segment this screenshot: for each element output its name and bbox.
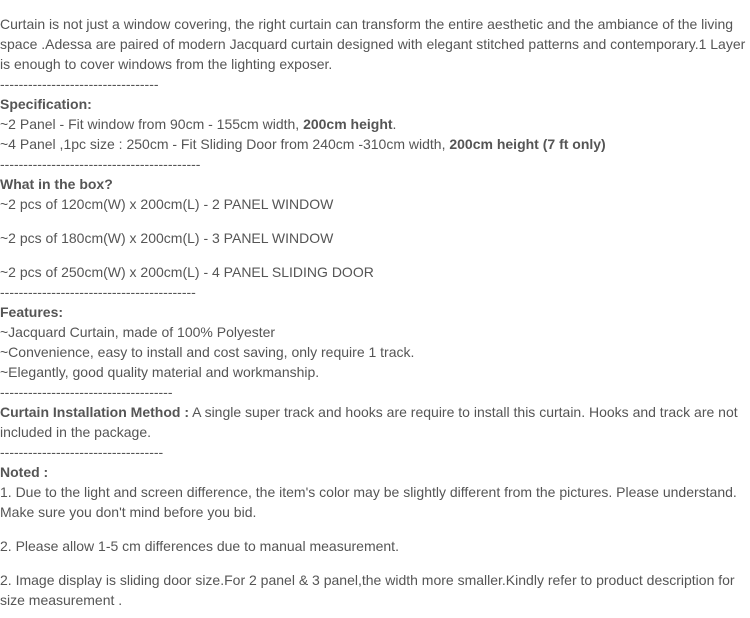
- noted-item: 2. Please allow 1-5 cm differences due to manual measurement.: [0, 538, 399, 554]
- box-heading: What in the box?: [0, 176, 113, 192]
- noted-item: 2. Image display is sliding door size.For 2 panel & 3 panel,the width more smaller.Kindly refer to product description for size measurement .: [0, 572, 735, 608]
- spec-emphasis: 200cm height (7 ft only): [449, 136, 606, 152]
- spec-text: ~2 Panel - Fit window from 90cm - 155cm width,: [0, 116, 304, 132]
- spec-line-2-panel: [0, 114, 750, 134]
- spacer: [0, 248, 750, 262]
- intro-paragraph: Curtain is not just a window covering, the right curtain can transform the entire aesthetic and the ambiance of the living space .Adessa are paired of modern Jacquard curtain designed with elegant stitched patterns and contemporary.1 Layer is enough to cover windows from the lighting exposer.: [0, 16, 746, 72]
- feature-item: ~Convenience, easy to install and cost saving, only require 1 track.: [0, 344, 415, 360]
- installation-paragraph: [0, 402, 750, 442]
- installation-heading: Curtain Installation Method :: [0, 404, 189, 420]
- spec-text: .: [392, 116, 397, 132]
- divider: ------------------------------------------: [0, 284, 196, 300]
- spacer: [0, 522, 750, 536]
- feature-item: ~Elegantly, good quality material and workmanship.: [0, 364, 320, 380]
- specification-heading: Specification:: [0, 96, 92, 112]
- box-item: ~2 pcs of 120cm(W) x 200cm(L) - 2 PANEL WINDOW: [0, 196, 334, 212]
- noted-heading: Noted :: [0, 464, 49, 480]
- divider: -------------------------------------------: [0, 156, 201, 172]
- divider: -----------------------------------: [0, 444, 164, 460]
- spec-emphasis: 200cm height: [303, 116, 393, 132]
- divider: -------------------------------------: [0, 384, 173, 400]
- installation-text: A single super track and hooks are require to install this curtain. Hooks and track are not included in the package.: [0, 404, 738, 440]
- features-heading: Features:: [0, 304, 64, 320]
- box-item: ~2 pcs of 180cm(W) x 200cm(L) - 3 PANEL WINDOW: [0, 230, 334, 246]
- spec-line-4-panel: [0, 134, 750, 154]
- divider: ----------------------------------: [0, 76, 159, 92]
- feature-item: ~Jacquard Curtain, made of 100% Polyester: [0, 324, 276, 340]
- spacer: [0, 556, 750, 570]
- box-item: ~2 pcs of 250cm(W) x 200cm(L) - 4 PANEL SLIDING DOOR: [0, 264, 374, 280]
- spec-text: ~4 Panel ,1pc size : 250cm - Fit Sliding Door from 240cm -310cm width,: [0, 136, 450, 152]
- spacer: [0, 214, 750, 228]
- noted-item: 1. Due to the light and screen difference, the item's color may be slightly different from the pictures. Please understand. Make sure you don't mind before you bid.: [0, 484, 737, 520]
